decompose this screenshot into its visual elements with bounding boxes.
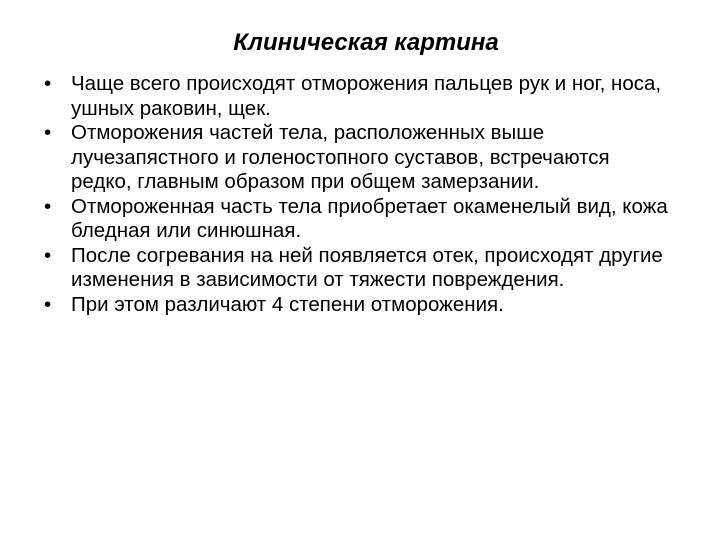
bullet-dot-icon: •	[44, 194, 52, 218]
bullet-text: После согревания на ней появляется отек, происходят другие изменения в зависимости от тяжести повреждения.	[71, 243, 663, 291]
bullet-item-3	[44, 195, 674, 244]
bullet-text: При этом различают 4 степени отморожения.	[71, 292, 504, 316]
bullet-item-1	[44, 72, 674, 121]
bullet-list	[44, 72, 674, 317]
bullet-text: Отмороженная часть тела приобретает окаменелый вид, кожа бледная или синюшная.	[71, 194, 668, 242]
bullet-item-4	[44, 244, 674, 293]
bullet-text: Отморожения частей тела, расположенных выше лучезапястного и голеностопного суставов, встречаются редко, главным образом при общем замерзании.	[71, 121, 610, 193]
slide-title: Клиническая картина	[233, 29, 499, 56]
bullet-text: Чаще всего происходят отморожения пальцев рук и ног, носа, ушных раковин, щек.	[71, 72, 662, 120]
bullet-item-5	[44, 293, 674, 318]
bullet-item-2	[44, 121, 674, 195]
bullet-dot-icon: •	[44, 292, 52, 316]
bullet-dot-icon: •	[44, 121, 52, 144]
bullet-dot-icon: •	[44, 72, 52, 95]
bullet-dot-icon: •	[44, 243, 52, 267]
